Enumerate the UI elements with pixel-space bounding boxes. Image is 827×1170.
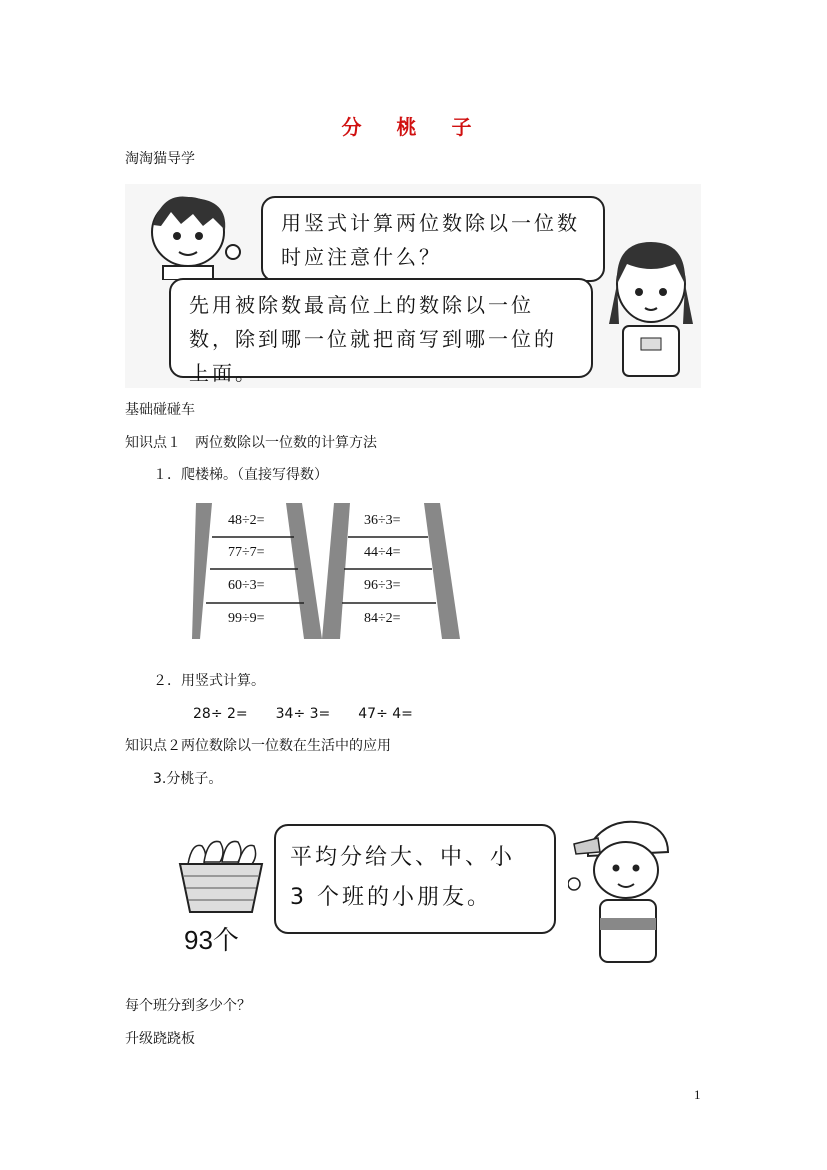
page-number: 1 bbox=[694, 1087, 701, 1102]
guide-illustration bbox=[125, 184, 701, 388]
section-upgrade-heading: 升级跷跷板 bbox=[125, 1031, 195, 1047]
answer-bubble: 先用被除数最高位上的数除以一位数，除到哪一位就把商写到哪一位的上面。 bbox=[169, 278, 593, 378]
peach-count-label: 93个 bbox=[184, 925, 239, 955]
ladder-left-3: 60÷3= bbox=[228, 578, 265, 593]
question-2-items: 28÷ 2= 34÷ 3= 47÷ 4= bbox=[193, 706, 413, 722]
peach-illustration bbox=[170, 808, 730, 978]
page-title: 分 桃 子 bbox=[341, 115, 486, 139]
ladder-left-2: 77÷7= bbox=[228, 545, 265, 560]
section-basic-heading: 基础碰碰车 bbox=[125, 402, 195, 418]
peach-bubble: 平均分给大、中、小 3 个班的小朋友。 bbox=[274, 824, 556, 934]
question-3-prompt: 每个班分到多少个？ bbox=[125, 998, 251, 1014]
ladder-right-2: 44÷4= bbox=[364, 545, 401, 560]
girl-figure-icon bbox=[601, 234, 701, 384]
peach-basket-icon bbox=[174, 824, 268, 920]
question-3: 3.分桃子。 bbox=[153, 771, 223, 787]
question-2: ２．用竖式计算。 bbox=[153, 673, 265, 689]
question-bubble: 用竖式计算两位数除以一位数时应注意什么？ bbox=[261, 196, 605, 282]
ladder-right-3: 96÷3= bbox=[364, 578, 401, 593]
ladder-right-1: 36÷3= bbox=[364, 513, 401, 528]
ladder-illustration bbox=[192, 503, 460, 639]
ladder-right-4: 84÷2= bbox=[364, 611, 401, 626]
knowledge-point-2: 知识点２两位数除以一位数在生活中的应用 bbox=[125, 738, 391, 754]
boy-figure-icon bbox=[133, 190, 263, 280]
knowledge-point-1: 知识点１ 两位数除以一位数的计算方法 bbox=[125, 435, 377, 451]
ladder-left-1: 48÷2= bbox=[228, 513, 265, 528]
boy-with-cap-icon bbox=[568, 808, 688, 978]
ladder-left-4: 99÷9= bbox=[228, 611, 265, 626]
question-1: １．爬楼梯。（直接写得数） bbox=[153, 467, 328, 483]
section-guide-heading: 淘淘猫导学 bbox=[125, 151, 195, 167]
